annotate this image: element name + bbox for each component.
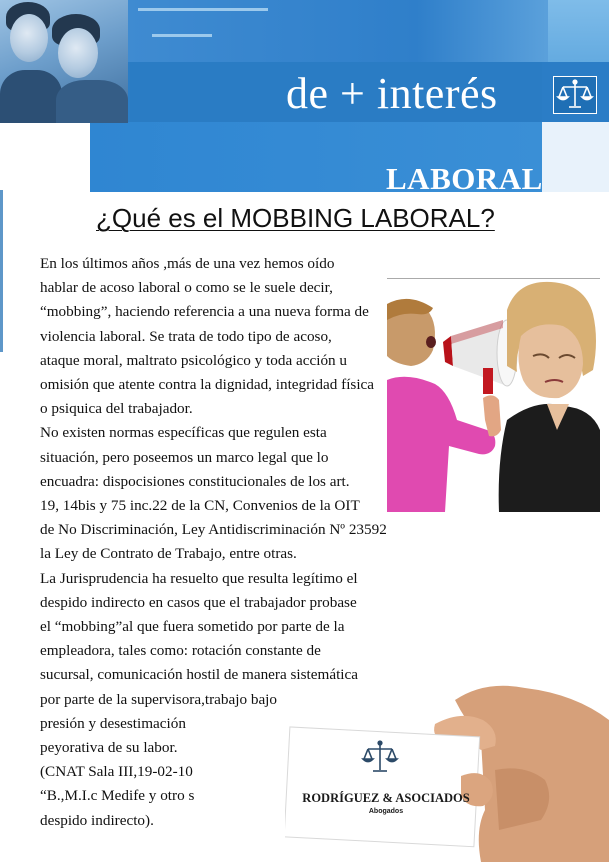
- header-top-band: [128, 0, 609, 62]
- card-subtitle: Abogados: [368, 808, 404, 815]
- article-headline: ¿Qué es el MOBBING LABORAL?: [96, 203, 495, 233]
- article-line: “B.,M.I.c Medife y otro s: [40, 787, 195, 805]
- section-label: LABORAL: [386, 161, 543, 196]
- article-line: empleadora, tales como: rotación constante de: [40, 642, 321, 660]
- header-strip: [152, 34, 212, 37]
- article-line: la Ley de Contrato de Trabajo, entre otras.: [40, 545, 297, 563]
- header-strip: [138, 8, 268, 11]
- article-line: 19, 14bis y 75 inc.22 de la CN, Convenios de la OIT: [40, 497, 360, 515]
- megaphone-photo: [387, 280, 600, 512]
- scales-of-justice-icon: [554, 77, 596, 113]
- photo-top-rule: [387, 278, 600, 279]
- hand-holding-card-illustration: [285, 680, 609, 862]
- article-line: o psiquica del trabajador.: [40, 400, 193, 418]
- article-line: de No Discriminación, Ley Antidiscriminación Nº 23592: [40, 521, 387, 539]
- article-line: despido indirecto).: [40, 811, 154, 829]
- article-line: presión y desestimación: [40, 714, 186, 732]
- header-right-pale-block: [542, 122, 609, 192]
- left-margin-rule: [0, 190, 3, 352]
- article-line: La Jurisprudencia ha resuelto que resulta legítimo el: [40, 569, 358, 587]
- article-line: sucursal, comunicación hostil de manera sistemática: [40, 666, 358, 684]
- article-line: por parte de la supervisora,trabajo bajo: [40, 690, 278, 708]
- article-line: hablar de acoso laboral o como se le suele decir,: [40, 279, 333, 297]
- article-line: violencia laboral. Se trata de todo tipo de acoso,: [40, 327, 332, 345]
- header-logo: [553, 76, 597, 114]
- article-line: “mobbing”, haciendo referencia a una nueva forma de: [40, 303, 369, 321]
- article-line: En los últimos años ,más de una vez hemos oído: [40, 255, 335, 272]
- header-photo-two-teens: [0, 0, 128, 123]
- article-line: No existen normas específicas que regulen esta: [40, 424, 327, 442]
- article-line: el “mobbing”al que fuera sometido por parte de la: [40, 618, 345, 636]
- brand-title: de + interés: [286, 69, 498, 118]
- article-line: situación, pero poseemos un marco legal que lo: [40, 448, 329, 466]
- article-line: peyorativa de su labor.: [40, 739, 178, 757]
- megaphone-scene-illustration: [387, 280, 600, 512]
- article-line: encuadra: dispocisiones constitucionales de los art.: [40, 472, 350, 490]
- card-firm-name: RODRÍGUEZ & ASOCIADOS: [302, 791, 470, 805]
- article-line: ataque moral, maltrato psicológico y toda acción u: [40, 351, 348, 369]
- article-line: (CNAT Sala III,19-02-10: [40, 763, 193, 781]
- article-line: despido indirecto en casos que el trabajador probase: [40, 593, 357, 611]
- business-card-photo: [285, 680, 609, 862]
- article-line: omisión que atente contra la dignidad, integridad física: [40, 376, 375, 394]
